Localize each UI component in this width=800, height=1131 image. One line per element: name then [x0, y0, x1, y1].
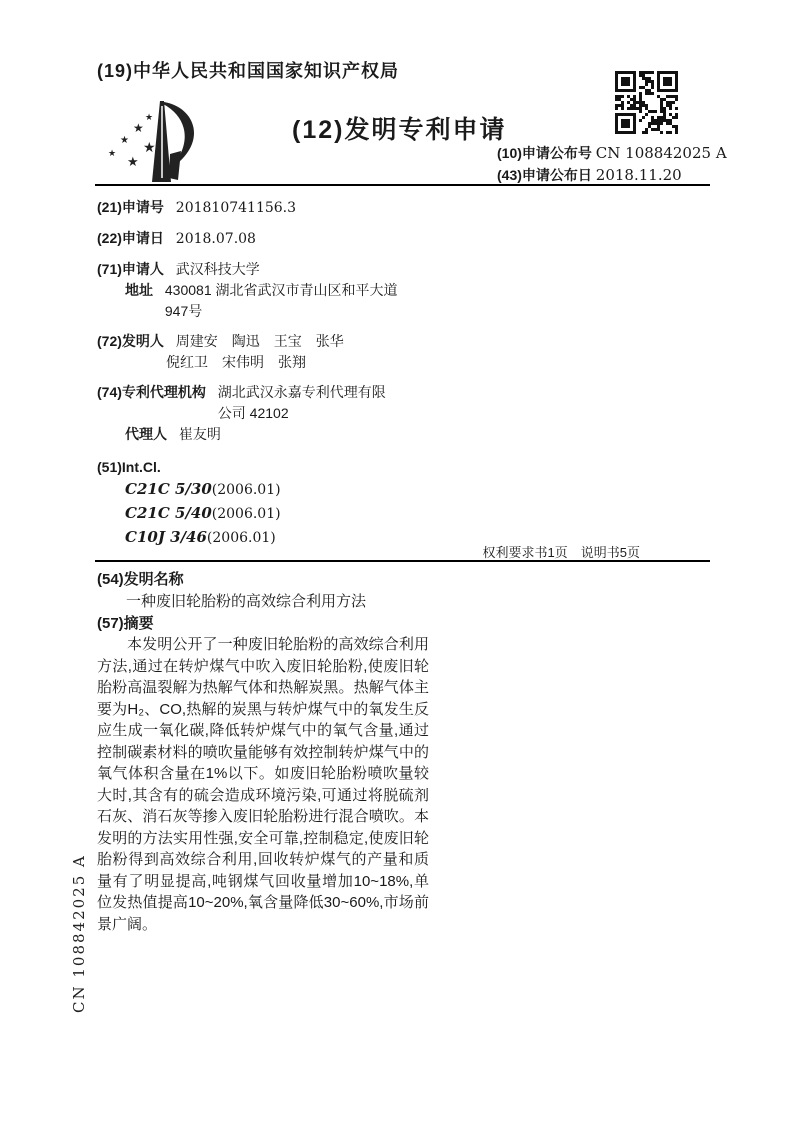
publication-block — [497, 142, 727, 186]
agency-value: 湖北武汉永嘉专利代理有限公司 42102 — [217, 384, 386, 421]
publication-number-row — [497, 142, 727, 164]
svg-text:★: ★ — [133, 121, 144, 135]
agent-row — [97, 424, 437, 445]
publication-number-label: (10)申请公布号 — [497, 145, 592, 161]
publication-date-label: (43)申请公布日 — [497, 167, 592, 183]
address-label: 地址 — [125, 282, 153, 298]
agent-value: 崔友明 — [178, 426, 221, 442]
ipc-code-row — [97, 478, 437, 502]
applicant-value: 武汉科技大学 — [175, 261, 260, 277]
applicant-row — [97, 259, 437, 280]
invention-title-label: (54)发明名称 — [97, 571, 184, 588]
intcl-label: (51)Int.Cl. — [97, 459, 161, 475]
ipc-code-3: C10J 3/46 — [125, 528, 207, 546]
bibliographic-section — [97, 197, 437, 550]
ipc-version-2: (2006.01) — [211, 506, 281, 522]
section-divider — [95, 560, 710, 562]
qr-code-modules — [615, 71, 678, 134]
application-number-row — [97, 197, 437, 219]
application-number-value: 201810741156.3 — [175, 200, 297, 216]
inventors-label: (72)发明人 — [97, 333, 164, 349]
publication-date-value: 2018.11.20 — [595, 166, 682, 184]
qr-finder-top-left — [615, 71, 636, 92]
invention-title: 一种废旧轮胎粉的高效综合利用方法 — [126, 593, 367, 610]
inventors-row-2 — [97, 352, 437, 373]
agency-row — [97, 382, 437, 424]
cnipa-logo — [100, 96, 228, 188]
applicant-label: (71)申请人 — [97, 261, 164, 277]
abstract-label: (57)摘要 — [97, 615, 154, 632]
svg-text:★: ★ — [145, 112, 154, 122]
svg-text:★: ★ — [143, 139, 156, 155]
svg-text:★: ★ — [108, 148, 117, 158]
inventors-line-1: 周建安 陶迅 王宝 张华 — [175, 333, 344, 349]
filing-date-value: 2018.07.08 — [175, 231, 256, 247]
inventors-line-2: 倪红卫 宋伟明 张翔 — [166, 354, 306, 370]
agent-label: 代理人 — [125, 426, 167, 442]
sidebar-publication-number: CN 108842025 A — [70, 854, 88, 1013]
ipc-version-1: (2006.01) — [211, 482, 281, 498]
address-row — [97, 280, 437, 322]
qr-finder-top-right — [657, 71, 678, 92]
header-divider — [95, 184, 710, 186]
agency-label: (74)专利代理机构 — [97, 384, 206, 400]
cnipa-logo-graphic — [100, 96, 228, 188]
inventors-row — [97, 331, 437, 352]
qr-finder-bottom-left — [615, 113, 636, 134]
filing-date-row — [97, 228, 437, 250]
intcl-header-row — [97, 457, 437, 478]
ipc-code-row — [97, 502, 437, 526]
abstract-text: 本发明公开了一种废旧轮胎粉的高效综合利用方法,通过在转炉煤气中吹入废旧轮胎粉,使废旧轮胎粉高温裂解为热解气体和热解炭黑。热解气体主要为H₂、CO,热解的炭黑与转炉煤气中的氧发生反应生成一氧化碳,降低转炉煤气中的氧气含量,通过控制碳素材料的喷吹量能够有效控制转炉煤气中的氧气体积含量在1%以下。如废旧轮胎粉喷吹量较大时,其含有的硫会造成环境污染,可通过将脱硫剂石灰、消石灰等掺入废旧轮胎粉进行混合喷吹。本发明的方法实用性强,安全可靠,控制稳定,使废旧轮胎粉得到高效综合利用,回收转炉煤气的产量和质量有了明显提高,吨钢煤气回收量增加10~18%,单位发热值提高10~20%,氧含量降低30~60%,市场前景广阔。 — [97, 636, 429, 933]
publication-number-value: CN 108842025 A — [595, 144, 727, 162]
svg-text:★: ★ — [120, 135, 129, 146]
svg-text:★: ★ — [127, 154, 139, 169]
ipc-code-1: C21C 5/30 — [125, 480, 212, 498]
application-number-label: (21)申请号 — [97, 199, 164, 215]
ipc-code-2: C21C 5/40 — [125, 504, 212, 522]
page-counts: 权利要求书1页 说明书5页 — [482, 545, 640, 560]
ipc-version-3: (2006.01) — [206, 530, 276, 546]
qr-code — [611, 67, 682, 138]
filing-date-label: (22)申请日 — [97, 230, 164, 246]
issuing-office-title: (19)中华人民共和国国家知识产权局 — [97, 61, 400, 81]
document-type-title: (12)发明专利申请 — [292, 116, 507, 144]
publication-date-row — [497, 164, 727, 186]
address-value: 430081 湖北省武汉市青山区和平大道947号 — [164, 282, 398, 319]
